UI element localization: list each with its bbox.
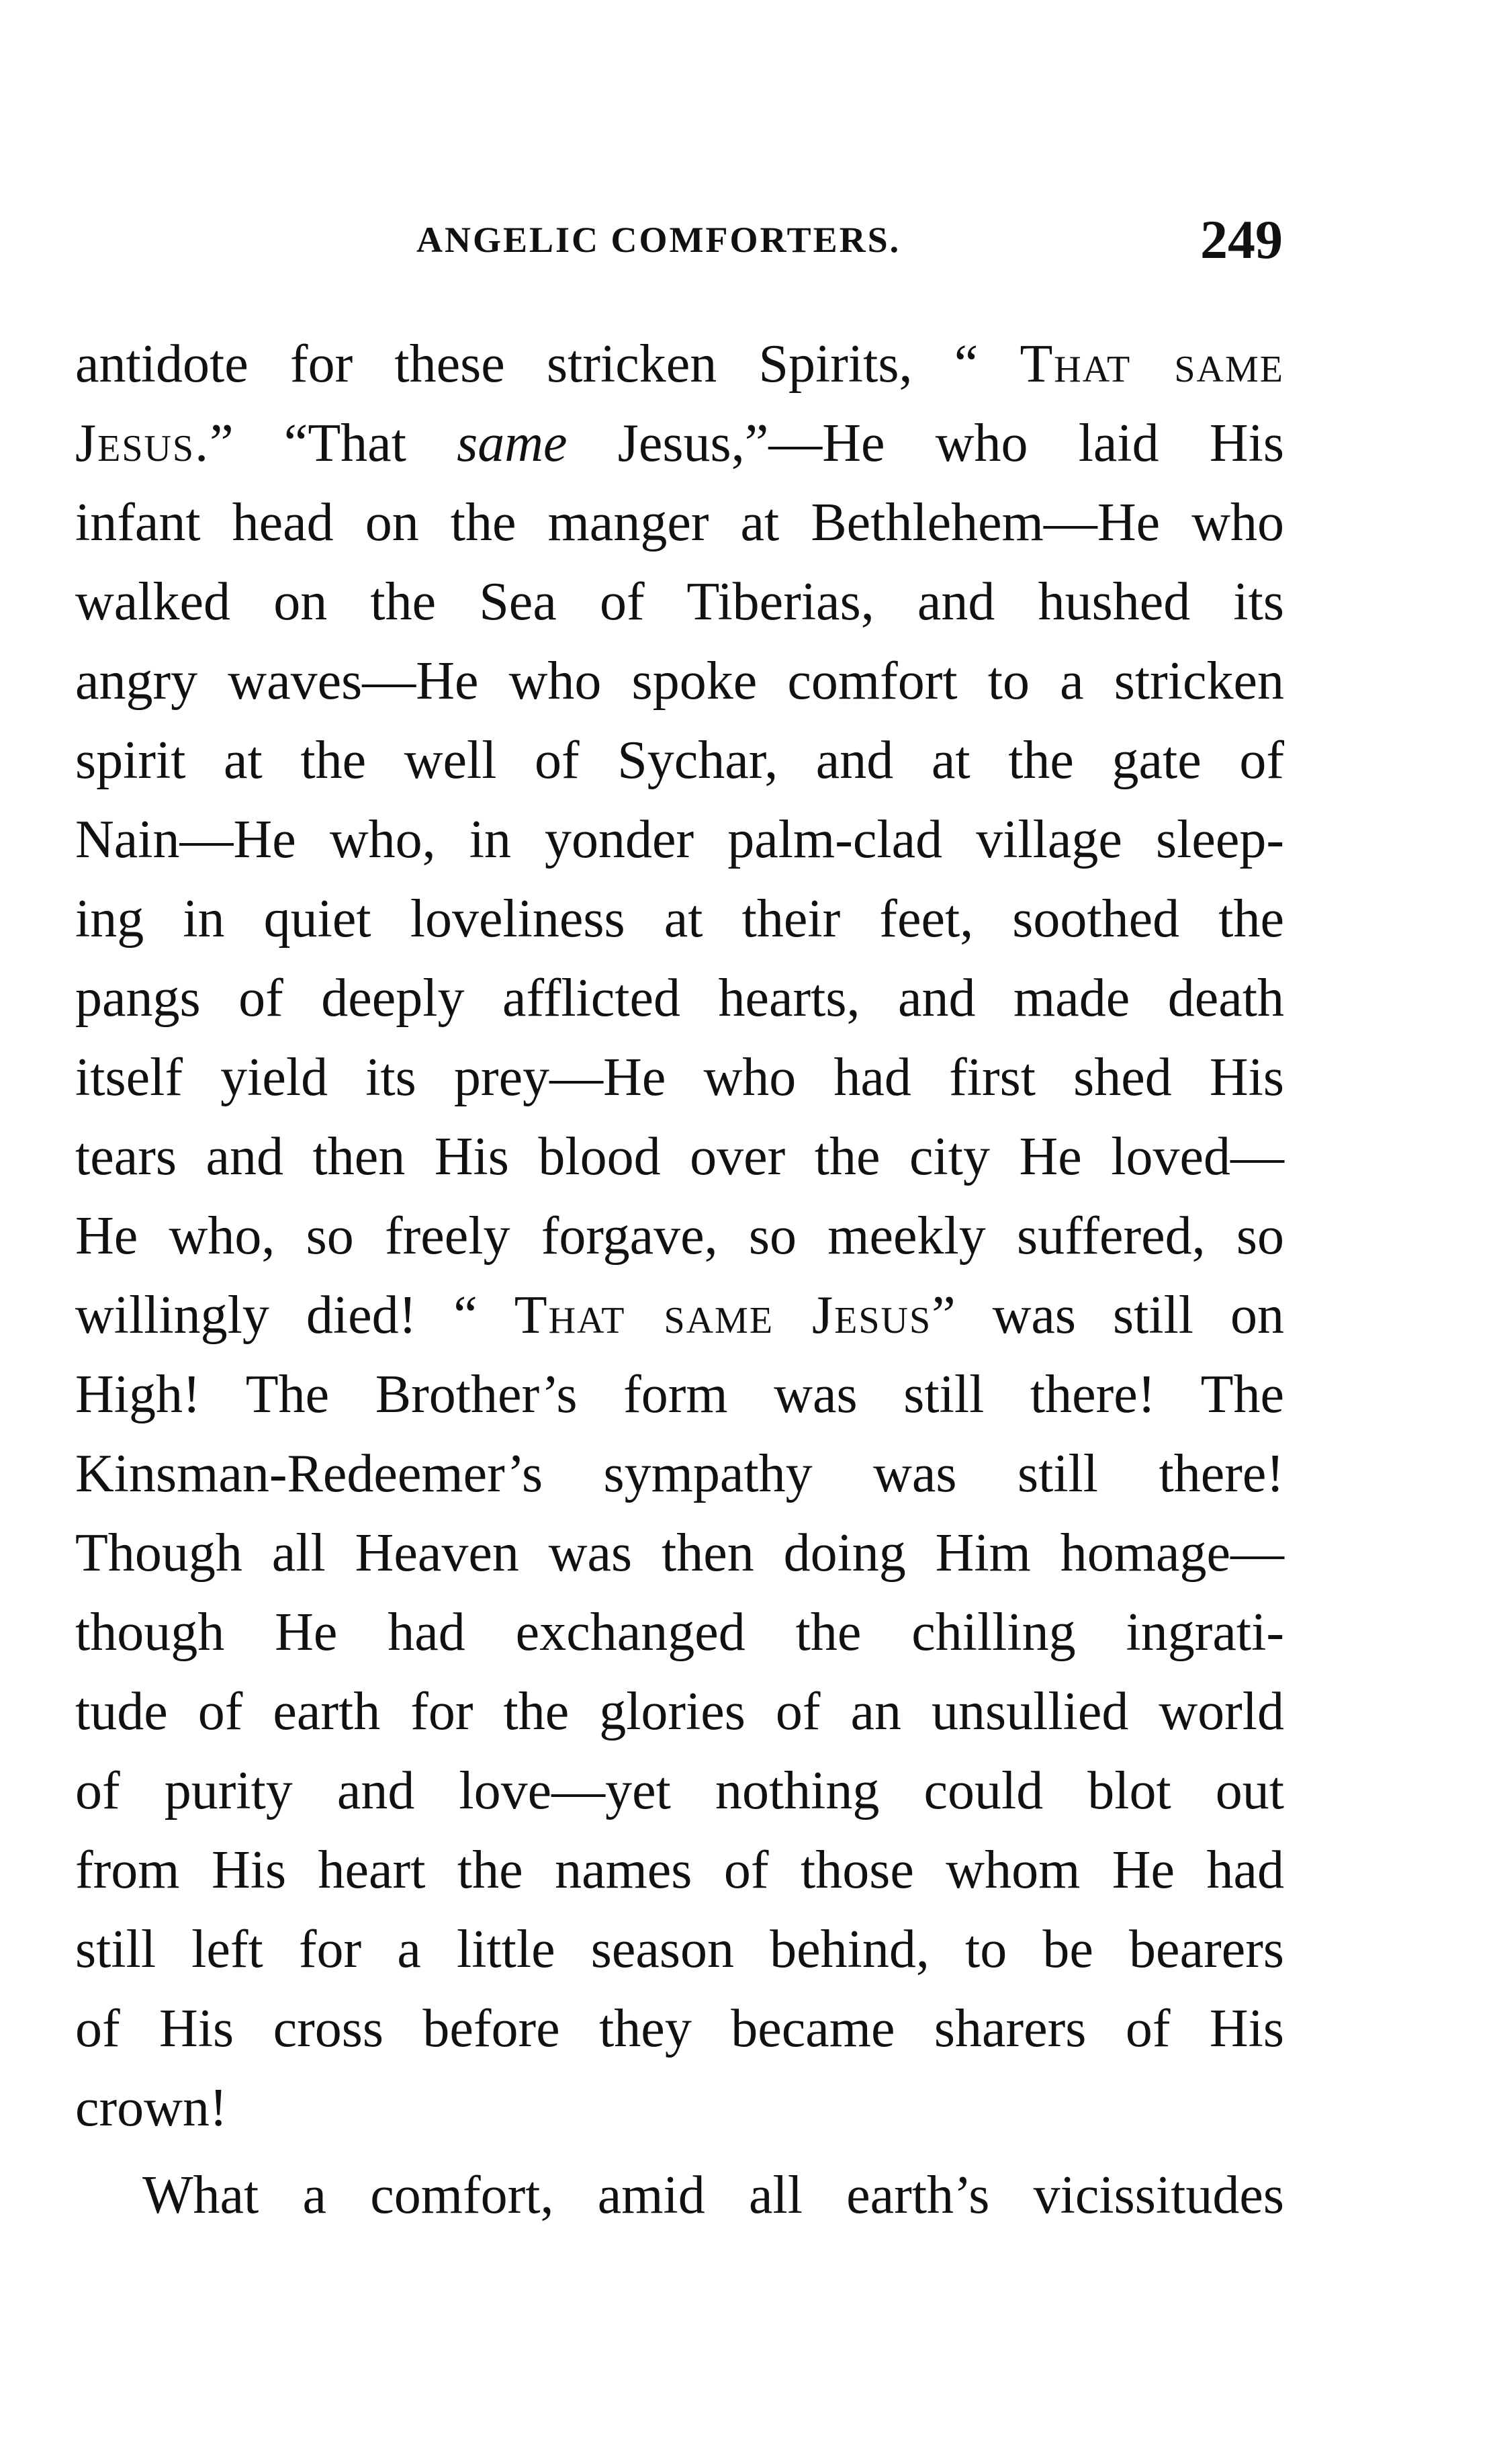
text-line: of His cross before they became sharers of His	[75, 1999, 1284, 2058]
text-line: ing in quiet loveliness at their feet, soothed the	[75, 889, 1284, 949]
text-line: though He had exchanged the chilling ingrati-	[75, 1603, 1284, 1662]
small-caps-run: Jesus.	[75, 414, 210, 473]
text-run: ” “That	[210, 414, 457, 473]
text-line: High! The Brother’s form was still there! The	[75, 1365, 1284, 1424]
running-title: ANGELIC COMFORTERS.	[416, 220, 901, 260]
paragraph-2	[75, 2156, 1284, 2235]
paragraph-1	[75, 324, 1284, 2148]
text-line: walked on the Sea of Tiberias, and hushed its	[75, 572, 1284, 631]
text-line: He who, so freely forgave, so meekly suffered, so	[75, 1206, 1284, 1266]
text-line	[75, 1276, 1284, 1355]
small-caps-run: That same	[1020, 335, 1285, 394]
text-line: tude of earth for the glories of an unsullied world	[75, 1682, 1284, 1741]
text-run: antidote for these stricken Spirits, “	[75, 335, 1020, 394]
text-line	[75, 324, 1284, 404]
text-line: tears and then His blood over the city He loved—	[75, 1127, 1284, 1186]
text-line: Kinsman-Redeemer’s sympathy was still there!	[75, 1444, 1284, 1503]
text-line: angry waves—He who spoke comfort to a stricken	[75, 652, 1284, 711]
italic-run: same	[457, 414, 568, 473]
text-line: from His heart the names of those whom He had	[75, 1841, 1284, 1900]
text-line: spirit at the well of Sychar, and at the gate of	[75, 731, 1284, 790]
text-run: ” was still on	[932, 1286, 1285, 1345]
text-line: infant head on the manger at Bethlehem—He who	[75, 493, 1284, 552]
text-line	[75, 404, 1284, 483]
text-line: crown!	[75, 2078, 228, 2138]
text-line: Nain—He who, in yonder palm-clad village sleep-	[75, 810, 1284, 869]
page-header	[416, 208, 1283, 275]
text-line: What a comfort, amid all earth’s vicissitudes	[142, 2166, 1284, 2225]
small-caps-run: That same Jesus	[514, 1286, 932, 1345]
text-line: of purity and love—yet nothing could blot out	[75, 1761, 1284, 1820]
text-line: still left for a little season behind, to be bearers	[75, 1920, 1284, 1979]
text-line: pangs of deeply afflicted hearts, and made death	[75, 969, 1284, 1028]
body-text	[75, 324, 1284, 2235]
text-line: Though all Heaven was then doing Him homage—	[75, 1524, 1284, 1583]
text-run: willingly died! “	[75, 1286, 514, 1345]
text-run: Jesus,”—He who laid His	[567, 414, 1284, 473]
page-number: 249	[1200, 209, 1283, 270]
text-line: itself yield its prey—He who had first shed His	[75, 1048, 1284, 1107]
